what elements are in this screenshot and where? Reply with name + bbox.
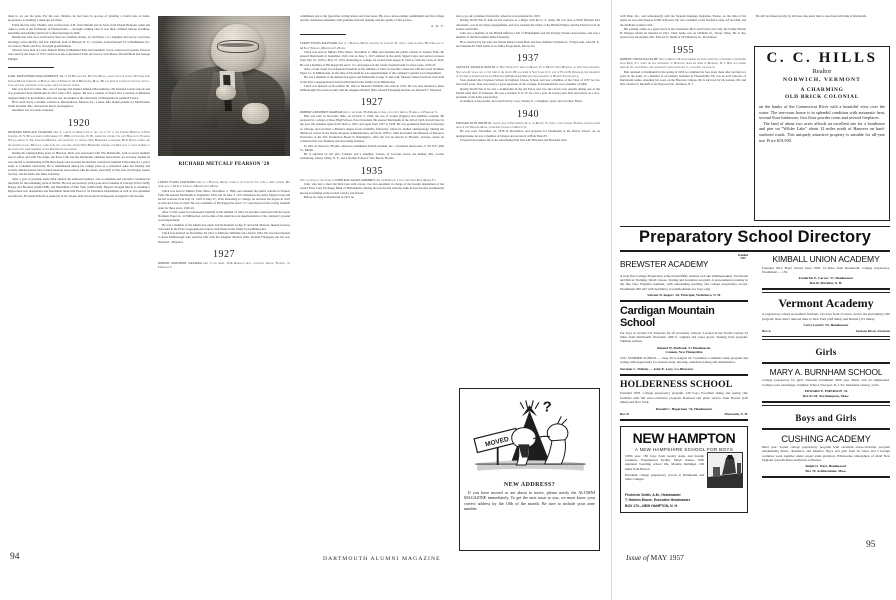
school-name: KIMBALL UNION ACADEMY: [772, 254, 880, 264]
paragraph: During his undergraduate years in Hanover, Dick was associated with The Dartmouth, both as board member and as editor, and with The Aegis, the Press Club and the Dartmouth Christian Association. As an honor student he was elected to membership in Phi Beta Kappa and awarded the Richard Crawford Campbell Fellowship for a year's study at Columbia University. He is remembered during his college years as a somewhat quiet but friendly and socially minded person who formed pleasant associations with his mates, especially in The Arts, the Dragon Senior Society, and the Delta Tau Delta fraternity.: [8, 151, 150, 177]
founded-note: [738, 254, 748, 260]
paragraph: In addition to his parents, he is survived by a son, Stanley Jr., a daughter, Lynn, and a brother, Bruce.: [460, 99, 583, 104]
new-address-body: [464, 490, 595, 512]
school-description: Founded 1879. College preparatory program. 120 boys. Excellent skiing and outing club facilities with full extra-curricular program. Railroad and plane service from Boston (120 miles) and New York.: [620, 391, 748, 405]
school-name: Cardigan Mountain School: [620, 305, 715, 330]
paragraph: Chick was married on November 30, 1921 to Melvena Williams who died in 1952. He was later married to Rena McDonough who survives him with his daughter Barbara (Mrs. Donald Flanagan) and his son, Richard L. Maynard.: [158, 231, 290, 244]
campus-building-illustration: [708, 453, 742, 487]
school-description: A preparatory school in southern Vermont. 125 boys from 15 states. Active ski and Outing Club program. Near direct railroad lines to New York (228 miles) and Boston (115 miles).: [762, 312, 891, 321]
left-col-1: [8, 14, 150, 198]
school-description: 82nd year. Sound college preparatory program with excellent extra-curricular program emphasizing music, dramatics, and athletics. Boys and girls from 22 states and 5 foreign countries work together under expert adult guidance. Wholesome atmosphere of small New England town 60 miles northwest of Boston.: [762, 445, 890, 463]
portrait-photo: [158, 16, 290, 156]
halftone-grain: [158, 16, 290, 156]
school-credit: Frederick E. Carver '27, Headmaster: [798, 276, 854, 281]
paragraph: John was a member of the British Officers Club of Philadelphia and the Foreign Traders Association, and was a member of the Phi Gamma Delta Fraternity.: [456, 31, 600, 40]
entry-divider: [620, 374, 748, 376]
paragraph: Chick was married on November 30, 1921 to Melvena Williams who died in 1952. He was later married to Rena McDonough who survives him with his daughter Barbara (Mrs. Donald Flanagan) and his son, Richard L. Maynard.: [300, 83, 444, 93]
category-divider: [762, 428, 890, 430]
moving-cartoon-icon: [464, 393, 595, 479]
entry-divider-secondary: [762, 292, 890, 293]
school-credit: Roland W. Burbank '21 Headmaster: [657, 345, 711, 350]
class-year-heading: 1927: [361, 97, 383, 109]
school-description: For boys in Grades 5-8. Prepares for all secondary schools. Located in the North Country 22 miles from Dartmouth. Elevation 1200 ft. Lighted and water sports. Skating Club program. Summer session.: [620, 330, 748, 344]
school-address: Box 61-M, Northampton, Mass.: [802, 393, 850, 398]
school-box: Box A: [762, 328, 771, 333]
school-credit: Donald C. Hagerman '35, Headmaster: [655, 406, 713, 411]
school-town: Saxtons River, Vermont: [855, 328, 890, 333]
school-address: BOX 170—NEW HAMPTON, N. H.: [625, 503, 678, 508]
folio-right: 95: [866, 540, 876, 550]
school-name: BREWSTER ACADEMY: [620, 259, 709, 269]
school-name: Vermont Academy: [778, 295, 874, 310]
paragraph: on the banks of the Connecticut River with a beautiful view over the water. The ten-room house is in splendid condition with automatic heat, second floor bathroom, first floor powder room and several fireplaces.: [759, 104, 885, 121]
school-description: 138th year. 182 boys from twenty states and foreign countries. Experienced faculty. Small classes. Well regulated boarding school life. Modern buildings. 100 miles from Boston.: [625, 453, 704, 471]
school-credit: Ralph O. West, Headmaster: [805, 464, 847, 469]
paragraph: EARL PAPPLEFORD MACANDREWS, 64, of 33 Hancock St., Boston, Mass., associated for nearly 30 years with Jordan Marsh Company of Boston, died on February 22 in Brookline, Mass. He had been in failing health for about a year, but had continued at his work, which he did not relish.: [8, 74, 150, 87]
issue-line: [626, 553, 684, 562]
paragraph: Interment was in Calais Cemetery.: [12, 108, 55, 113]
paragraph: After a brief career in professional baseball in the summer of 1922, he became connected with the Great Northern Paper Co. in Millinocket. At the time of his death he was superintendent of the company's ground wood department.: [300, 66, 444, 76]
ad-headline-1: A CHARMING: [800, 87, 844, 93]
left-col-3: [300, 14, 444, 199]
paragraph: He was a member of the American Legion and Nollesemic Lodge, F. and A.M. Masonic funeral services were held in the First Congregational Church with burial in the family lot in Millinocket.: [158, 222, 290, 231]
ad-headline-2: OLD BRICK COLONIAL: [784, 94, 859, 100]
left-col-2-lower: [158, 180, 290, 270]
paragraph: Bob was born in Norwalk, Ohio, on October 5, 1905, the son of Louise (Eggers) and Adelbert Graham. He prepared for college at Shaw High School, East Cleveland. He entered Dartmouth in the fall of 1923, but left later in the year. He attended again from 1924 to 1925, and again from 1927 to 1928. He was graduated from the University of Chicago and received a Master's degree from Columbia University where he studied anthropology. During the thirties he served in the Works Progress Administration, and from 1938 to 1946 he headed the Division of Resource Protection of the War Production Board in Washington. After the war he moved to Phoenix, Arizona, where he conducted his own furniture and decorating business.: [300, 113, 444, 144]
ad-subtitle: Realtor: [812, 67, 832, 75]
category-heading-boys-girls: Boys and Girls: [795, 412, 857, 423]
category-heading-girls: Girls: [815, 347, 837, 358]
issue-year: 1957: [669, 553, 684, 562]
paragraph: Besides his wife, he is survived by their two children, Karen, 12, and Peter, 11; a daughter and son by a previous marriage, Grace Moffat, and Eric Ekstrom, both of Holland, N. Y.; a brother, Louis Ekstrom '12 of Bethlehem, Pa.; two sisters, Helen and Eva; and eight grandchildren.: [8, 35, 150, 48]
paragraph: LEROY EVANS MAYNARD died at a Bangor, Maine, hospital on January 31 after a brief illness. His home was at 44 East Terrace, Millinocket, Maine.: [158, 180, 290, 189]
paragraph: ROBERT ADELBERT GRAHAM died at his home, 3516 Kumquat Ave., Coconut Grove, Florida, on February 5.: [300, 109, 438, 114]
class-year-heading: 1920: [68, 117, 90, 129]
paragraph: During World War II he was a bombardier in the Air Force and was shot down over Austria during one of the Ploesti raids after 25 missions. He was a German P. O. W. for over a year. In recent years Stan had served as a vice-president of the Atlas Corporation.: [456, 86, 600, 99]
left-col-4: [456, 14, 600, 142]
school-description-2: Excellent college preparatory record at Dartmouth and other colleges.: [625, 472, 704, 482]
ad-body: [759, 104, 885, 143]
paragraph: STANLEY ARNOLD ODLUM of New York City died on March 15 in Mount Sinai Hospital of infectious hepatitis. Stan was 41 years old at the time of his death. He was born in Salt Lake City, son of Floyd B. Odlum (later president of the Atlas Corporation) and Hortense (McQuarrie) Odlum (later president of Bonwit Teller, Inc.).: [456, 65, 600, 78]
page-gutter: [611, 0, 612, 600]
paragraph: Chick was born in Millers Falls, Mass., November 2, 1896, and attended the public schools in Turners Falls. He entered Dartmouth in September 1916, but on June 3, 1917 enlisted in the Army Signal Corps and served overseas from July 10, 1918 to May 27, 1919. Returning to college, he received his degree in 1922 as with the Class of 1920. He was a member of Phi Kappa Psi and C S C and played on the varsity baseball team for three years, 1920-22.: [158, 188, 290, 210]
new-address-cartoon: [464, 393, 595, 479]
paragraph: ROBERT ADELBERT GRAHAM died at his home, 3516 Kumquat Ave., Coconut Grove, Florida, on February 5.: [158, 261, 290, 270]
new-address-advertisement: [459, 388, 600, 551]
photo-caption: RICHARD METCALF PEARSON '20: [178, 161, 270, 167]
paragraph: After a year of graduate study Dick entered the textbook business, and as salesman and executive continued in that field for the remaining years of his life. He was successively with Lyons and Carnahan of Chicago (1921-1928), Harper and Brothers (1928-1948), and Macmillan of New York (1948-1956). Harper's brought him in to establish a high-school text department and Macmillan made him Head of its Education Department as well as vice-president and director. He made himself an authority in his chosen field and received widespread recognition. He became: [8, 176, 150, 198]
school-entry-holderness: [620, 379, 748, 416]
school-town: Plymouth, N. H.: [724, 412, 748, 416]
school-credit: Larry Leavitt '25, Headmaster: [803, 323, 849, 328]
school-entry-cushing: [762, 433, 890, 474]
school-entry-kimball: [762, 254, 890, 285]
paragraph: Chick was born in Millers Falls, Mass., November 2, 1896, and attended the public schools in Turners Falls. He entered Dartmouth in September 1916, but on June 3, 1917 enlisted in the Army Signal Corps and served overseas from July 10, 1918 to May 27, 1919. Returning to college, he received his degree in 1922 as with the Class of 1920. He was a member of Phi Kappa Psi and C S C and played on the varsity baseball team for three years, 1920-22.: [300, 49, 444, 67]
running-footer: DARTMOUTH ALUMNI MAGAZINE: [323, 556, 441, 562]
paragraph: He is survived by a brother, Charles A. MacAndrews, Monroe, Pa.; a sister, Mrs. Ralph (Adelle S.) MacDonald, South Portland, Me.; and several nieces and nephews.: [8, 99, 150, 109]
ad-brand-name: C. C. HILLS: [766, 50, 878, 66]
school-box: Box D: [620, 412, 629, 416]
paragraph: The sad news of the death of JOHN MACADAM GRIMMEY, 43, on February 1 has come from Ryve Mawr, Pa.: [300, 177, 437, 182]
class-year-heading: 1927: [213, 248, 235, 260]
school-entry-vermont: [762, 296, 890, 333]
paragraph: The land of about two acres affords an excellent site for a boathouse and pier on "Wilder Lake" about 12 miles north of Hanover on hard-surfaced roads. This uniquely attractive property is suitable for all-year use. Price $18,500.: [759, 120, 885, 143]
right-col-1: [620, 14, 746, 87]
paragraph: with Time, Inc., and subsequently with the Spanish language magazine, Fusion. At the time of his death, he was with Stagson Schiff in Boston. He was a member of the Norfolk Lodge, AF and AM, and the Dedham Country Club.: [620, 14, 746, 27]
entry-divider: [620, 300, 748, 302]
paragraph: LEROY EVANS MAYNARD died at a Bangor, Maine, hospital on January 31 after a brief illness. His home was at 44 East Terrace, Millinocket, Maine.: [300, 41, 444, 50]
section-divider: [300, 34, 346, 36]
hills-realtor-advertisement: [754, 46, 890, 221]
issue-label: Issue of: [626, 553, 649, 562]
paragraph: ROBERT CHASE RACKLIFF died on March 10 from injuries received when his automobile overturned near Peru, Vt., while he was returning to Hanover from his home in Madison, N. J. Bob was pinned beneath his convertible, and apparently suffocated due to a blocked air passage.: [620, 56, 746, 70]
new-address-heading: NEW ADDRESS?: [503, 482, 556, 488]
school-entry-cardigan: [620, 305, 748, 371]
portrait-figure: [158, 16, 290, 167]
school-photo: [707, 452, 743, 488]
svg-text:?: ?: [542, 398, 552, 416]
school-credit: EDWARD E. EMERSON '16: [804, 389, 848, 394]
paragraph: Stan attended the Claymore School in England, Choate School, and was a member of the Class of 1937 for two and a half years. Stan was always a loyal supporter of the College. At Dartmouth he was a member of DKE.: [456, 78, 600, 87]
directory-col-left: [620, 254, 748, 511]
class-year-heading: 1940: [517, 108, 539, 120]
entry-divider-secondary: [762, 405, 890, 406]
paragraph: Services were held at Lewis Funeral Home in Highland Park and interment was in Glenwood Gardens. Flowers were sent by the Class of 1913, which was also represented at the services by Jack Mason, Harold Budd and George Ehinger.: [8, 48, 150, 61]
svg-text:MOVED: MOVED: [484, 435, 510, 449]
paragraph: Bob returned to Dartmouth in the spring of 1956 to complete his four years there after serving two years in the Army as a member of an infantry battalion in Phoenixville. He was an avid follower of Dartmouth teams, attending his years on the Hanover campus. He is survived by his parents, Mr. and Mrs. Charles E. Rackliff of 26 Dogwood Dr., Madison, N. J.: [620, 69, 746, 87]
school-address: Box B, Meriden, N. H.: [809, 280, 843, 285]
directory-rule-under-title: [620, 250, 890, 252]
school-entry-brewster: [620, 254, 748, 297]
paragraph: He was a member of the American Legion and Nollesemic Lodge, F. and A.M. Masonic funeral services were held in the First Congregational Church with burial in the family lot in Millinocket.: [300, 75, 444, 84]
paragraph: During World War II John served overseas as a Major with the U. S. Army. He was aide to Field Marshal Earl Alexander, was in six major engagements, and was awarded the Order of the British Empire and the French Croix de Guerre with Palm.: [456, 18, 600, 31]
paragraph: Ed spent his business life in the advertising field first with Howland and Howland, then: [460, 137, 567, 142]
paragraph: committees and at the typewriter writing letters and class notes. His was a never-ending commitment and his College and his classmates remember with gratitude both the quantity and the quality of that service.: [300, 14, 444, 23]
school-address: Box 70, Ashburnham, Mass.: [805, 468, 847, 473]
entry-divider: [620, 419, 748, 421]
school-credit: Frederick Smith, A.M., Headmaster: [625, 492, 681, 497]
school-entry-burnham: [762, 367, 890, 398]
school-subtitle: A NEW HAMPSHIRE SCHOOL FOR BOYS: [634, 446, 734, 452]
school-summer-credit: Norman C. Wakely — John E. Lacy, Co-Directors: [620, 366, 694, 371]
class-year-heading: 1955: [672, 44, 694, 56]
section-divider: [8, 67, 54, 69]
entry-divider: [762, 336, 890, 338]
entry-divider: [762, 476, 890, 478]
paragraph: If you have moved or are about to move, please notify the ALUMNI MAGAZINE immediately. To get the next issue to you, we must know your correct address by the 10th of the month. Be sure to include your zone number.: [464, 490, 595, 512]
paragraph: In 1951 he moved to Florida, where he established Patrick Graham, Inc., a furniture showroom, at 155 N.E. 40th St., Miami.: [300, 143, 444, 152]
entry-divider: [762, 401, 890, 403]
paragraph: He will be missed greatly by all those who knew him or associated with him at Dartmouth.: [756, 14, 867, 18]
ad-location: NORWICH, VERMONT: [783, 77, 861, 83]
paragraph: Mac was born in Calais, Me., son of George and Jennie (Jenkins) MacAndrews. He attended Calais schools and was graduated from Dartmouth in 1915 with a B.S. degree. He was a veteran of World War I, serving as Battalion Sergeant Major in the Infantry. After the war, he studied at the University of Montpelier in southern France.: [8, 87, 150, 100]
paragraph: Before he came to Dartmouth in 1931 he: [304, 194, 354, 199]
author-initials: A. R. F.: [430, 23, 444, 28]
category-divider: [762, 362, 890, 364]
issue-month: MAY: [650, 553, 668, 562]
school-name: HOLDERNESS SCHOOL: [620, 378, 733, 390]
school-description: Founded 1813. Boys' School since 1936. 14 miles from Dartmouth. College preparatory. Enrollment — 150.: [762, 265, 890, 274]
school-description: A truly fine College Preparatory school beautifully situated on Lake Winnipesaukee. Vocational and Driver Training. Small classes. Testing and Guidance program. A personalized academy in the fine New England tradition, with outstanding teaching and college preparatory record. Enrollment 200-225 with dormitory accommodations for boys only.: [620, 273, 749, 291]
paragraph: His passing comes as a great shock to his classmates. He is survived by his wife, the former Harriet B. Morgan whom he married in 1941. Their home was on Dedham St., Dover, Mass. He is also survived by his mother, Mrs. Edward O. Smith of 183 Medway St., Providence.: [620, 26, 746, 40]
class-year-heading: 1937: [517, 53, 539, 64]
school-description: College preparatory for girls. National enrollment. 80th year. Music and art emphasized. College town advantages. Summer School, Newport, R. I. For illustrated catalog, write:: [762, 378, 890, 387]
founded-label: Founded: [737, 254, 748, 257]
paragraph: EDWARD OLIN SMITH JR. passed away in Providence, R. I., on March 15 after a long illness. Funeral services were held in the Newton, Mass., Cemetery Chapel on March 17.: [456, 120, 600, 129]
right-col-2-top: [756, 14, 888, 18]
paragraph: tion to go out to Indiana University, where he was graduated in 1933.: [456, 14, 541, 18]
founded-year: 1820: [740, 257, 746, 260]
school-name: MARY A. BURNHAM SCHOOL: [769, 366, 883, 377]
school-credit-2: T. Holmes Moore, Executive Headmaster: [625, 497, 691, 502]
paragraph: RICHARD METCALF PEARSON died of cancer on March 24 at the age of 57 at the United Hospital in Port Chester, N. Y. He was born on December 17, 1899, in Concord, N. H., where his father, the late Harlan C. Pearson '93 was editor of The Concord Monitor and secretary to several New Hampshire governors. Both Dick's father and his mother, Laura Metcalf, came from old and well known New Hampshire families and Dick had a large number of relatives who were members of the Dartmouth fellowship.: [8, 129, 150, 151]
paragraph: He was born November 22, 1918 in Providence and prepared for Dartmouth at the Rivers School. As an undergraduate, he was a member of Dragon and secretary of Beta Theta Pi.: [456, 129, 600, 138]
paragraph: After a brief career in professional baseball in the summer of 1922, he became connected with the Great Northern Paper Co. in Millinocket. At the time of his death he was superintendent of the company's ground wood department.: [158, 209, 290, 223]
directory-col-right: [762, 254, 890, 481]
entry-divider-secondary: [762, 339, 890, 340]
paragraph: John, who had a short but fatal bout with cancer, was vice-president in charge of the foreign department of the Girard Trust Corn Exchange Bank of Philadelphia. During the last decade with the bank he had become prominently known in banking circles in this country and abroad.: [300, 182, 444, 195]
paragraph: He is survived by his wife, Carmen, and a daughter, Larissa, of Coconut Grove; his mother, Mrs. Louise Armstrong, Cherry Valley, N. Y., and a brother, Edward, Vero Beach, Florida.: [300, 152, 444, 161]
school-credit: Vincent D. Rogers '26, Principal, Wolfeboro, N. H.: [647, 292, 721, 297]
school-entry-new-hampton: [620, 426, 748, 513]
school-name: NEW HAMPTON: [632, 429, 736, 446]
school-name: CUSHING ACADEMY: [781, 432, 871, 444]
directory-title: Preparatory School Directory: [638, 228, 872, 246]
paragraph: He is survived by his wife, the former Rebecca Ann Holt, and four children: Christina A., Evelyn Ann, John M. Jr., and Suzanne H. Their home is on Valley Forge Road, Devon, Pa.: [456, 39, 600, 48]
paragraph: Frank met his wife, Thelma, who received her A.B. from Oberlin and an M.A. from Mount Holyoke, when she came to work at the University of Pennsylvania — through a hiking club. It was their common interest in hiking, sketching and painting which led to their marriage in 1940.: [8, 22, 150, 35]
class-year-heading: 1935: [361, 165, 383, 177]
school-address: Canaan, New Hampshire: [665, 350, 703, 355]
paragraph: them to act out the parts. For his own children, he had been in process of grinding a 6-inch lens at home, preparatory to building a telescope for them.: [8, 14, 150, 23]
school-summer-note: 1957 SUMMER SCHOOL — June 30 to August 24. Combines a summer camp program and setting with opportunity for serious study, tutoring, remedial reading and mathematics.: [620, 356, 748, 365]
folio-left: 94: [10, 552, 20, 562]
entry-divider: [762, 288, 890, 290]
